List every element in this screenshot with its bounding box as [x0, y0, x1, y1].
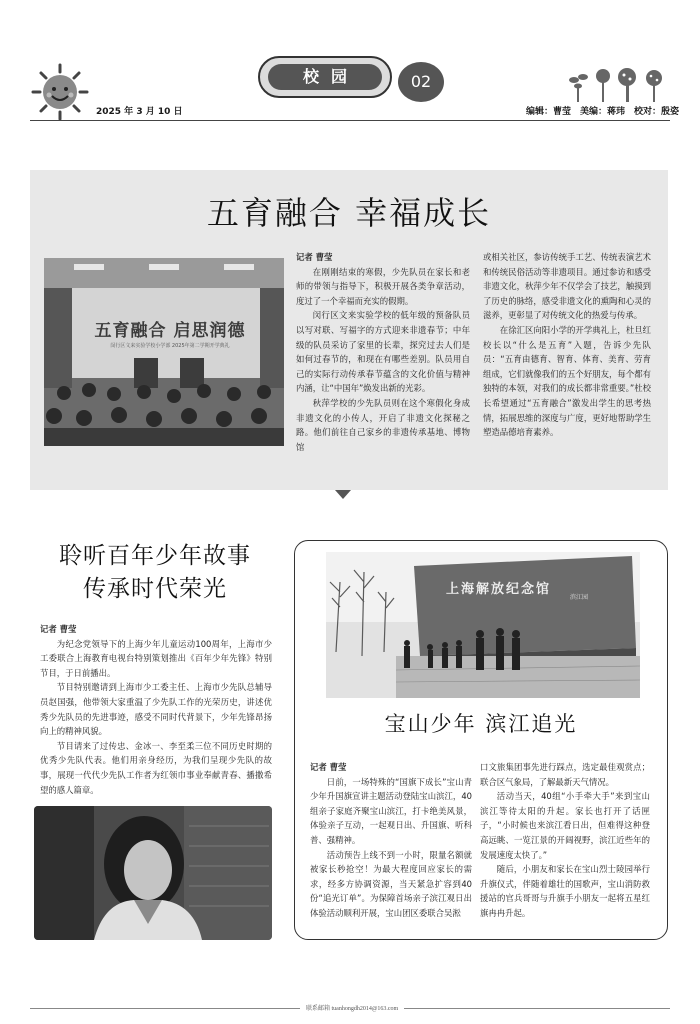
- right-article-column-1: [310, 760, 472, 921]
- paragraph: 活动当天，40组“小手牵大手”来到宝山滨江等待太阳的升起。家长也打开了话匣子，“小时候也来滨江看日出，但难得这种登高远眺、一览江景的开阔视野，滨江近些年的发展速度太快了。”: [480, 791, 650, 860]
- memorial-sign-small-text: 滨江园: [570, 594, 589, 601]
- paragraph: 口文旅集团事先进行踩点，选定最佳观赏点；联合区气象局，了解最新天气情况。: [480, 762, 650, 787]
- left-article-headline: [30, 540, 280, 606]
- paragraph: 在刚刚结束的寒假，少先队员在家长和老师的带领与指导下，积极开展各类争章活动，度过了一个幸福而充实的假期。: [296, 266, 470, 306]
- feature-column-1: [296, 250, 470, 454]
- page-header: [0, 0, 700, 120]
- headline-line-2: 传承时代荣光: [83, 576, 227, 602]
- paragraph: 节目特别邀请到上海市少工委主任、上海市少先队总辅导员赵国强，他带领大家重温了少先队工作的光荣历史，讲述优秀少先队员的先进事迹，感受不同时代背景下，少年先锋昂扬向上的精神风貌。: [40, 682, 272, 737]
- feature-column-2: [483, 250, 651, 440]
- memorial-sign-text: 上海解放纪念馆: [446, 582, 552, 597]
- down-arrow-icon: [335, 490, 351, 499]
- headline-line-1: 聆听百年少年故事: [59, 543, 251, 569]
- paragraph: 或相关社区，参访传统手工艺、传统表演艺术和传统民俗活动等非遗项目。通过参访和感受非遗文化，秋萍少年不仅学会了技艺，触摸到了历史的脉络，感受非遗文化的熏陶和心灵的滋养，更彰显了对传统文化的热爱与传承。: [483, 252, 651, 321]
- reporter-byline: 记者 曹莹: [310, 762, 347, 772]
- banner-main-text: 五育融合 启思润德: [94, 321, 246, 341]
- paragraph: 闵行区文来实验学校的低年级的预备队员以写对联、写福字的方式迎来非遗春节；中年级的队员采访了家里的长辈，探究过去人们是如何过春节的，和现在有哪些差别。队员用自己的实际行动传承春节蕴含的文化价值与精神内涵，让“中国年”焕发出新的光彩。: [296, 310, 470, 394]
- reporter-byline: 记者 曹莹: [40, 624, 77, 634]
- paragraph: 日前，一场特殊的“国旗下成长”宝山青少年升国旗宣讲主题活动登陆宝山滨江，40组亲子家庭齐聚宝山滨江，打卡绝美风景，体验亲子互动，一起观日出、升国旗、听科普、强精神。: [310, 776, 472, 845]
- section-label: 校园: [268, 64, 382, 90]
- paragraph: 秋萍学校的少先队员则在这个寒假化身成非遗文化的小传人，开启了非遗文化探秘之路。他们前往自己家乡的非遗传承基地、博物馆: [296, 397, 470, 452]
- right-article-headline: 宝山少年 滨江追光: [384, 712, 578, 736]
- left-article-body: [40, 622, 272, 797]
- banner-sub-text: 闵行区文来实验学校小学部 2025年第二学期开学典礼: [110, 343, 230, 349]
- sun-mascot-icon: [30, 62, 90, 122]
- paragraph: 活动预告上线不到一小时，限量名额就被家长秒抢空！为最大程度回应家长的需求，经多方协调资源，当天紧急扩容到40份“追光订单”。为保障首场亲子滨江观日出体验活动顺利开展，宝山团区委联合吴淞: [310, 849, 472, 918]
- memorial-hall-photo: [326, 552, 640, 698]
- ceremony-photo: [44, 258, 284, 446]
- paragraph: 在徐汇区向阳小学的开学典礼上，杜旦红校长以“什么是五育”入题，告诉少先队员：“五育由德育、智育、体育、美育、劳育组成，它们就像我们的五个好朋友，每个都有独特的本领，对我们的成长都非常重要。”杜校长希望通过“五育融合”激发出学生的思考热情，拓展思维的深度与广度，更好地帮助学生塑造品德培育素养。: [483, 324, 651, 438]
- section-tag: [258, 56, 392, 98]
- right-article-column-2: [480, 760, 650, 921]
- trees-decoration-icon: [568, 66, 668, 102]
- reporter-byline: 记者 曹莹: [296, 252, 333, 262]
- page-number: 02: [398, 62, 444, 102]
- issue-date: 2025 年 3 月 10 日: [96, 107, 183, 117]
- editor-credits: 编辑：曹莹 美编：蒋玮 校对：殷姿: [526, 107, 680, 117]
- feature-headline: 五育融合 幸福成长: [206, 194, 492, 232]
- student-speaker-photo: [34, 806, 272, 940]
- paragraph: 节目请来了过传忠、金冰一、李至柔三位不同历史时期的优秀少先队代表。他们用亲身经历，为我们呈现少先队的故事，展现一代代少先队工作者为红领巾事业奉献青春、播撒希望的感人篇章。: [40, 740, 272, 795]
- paragraph: 为纪念党领导下的上海少年儿童运动100周年，上海市少工委联合上海教育电视台特别策划推出《百年少年先锋》特别节目，于日前播出。: [40, 638, 272, 678]
- header-divider: [30, 120, 670, 121]
- footer-contact-email: 联系邮箱 tuanhongdh2014@163.com: [300, 1003, 404, 1012]
- paragraph: 随后，小朋友和家长在宝山烈士陵园举行升旗仪式，伴随着雄壮的国歌声，宝山消防救援站的官兵哥哥与升旗手小朋友一起将五星红旗冉冉升起。: [480, 864, 650, 918]
